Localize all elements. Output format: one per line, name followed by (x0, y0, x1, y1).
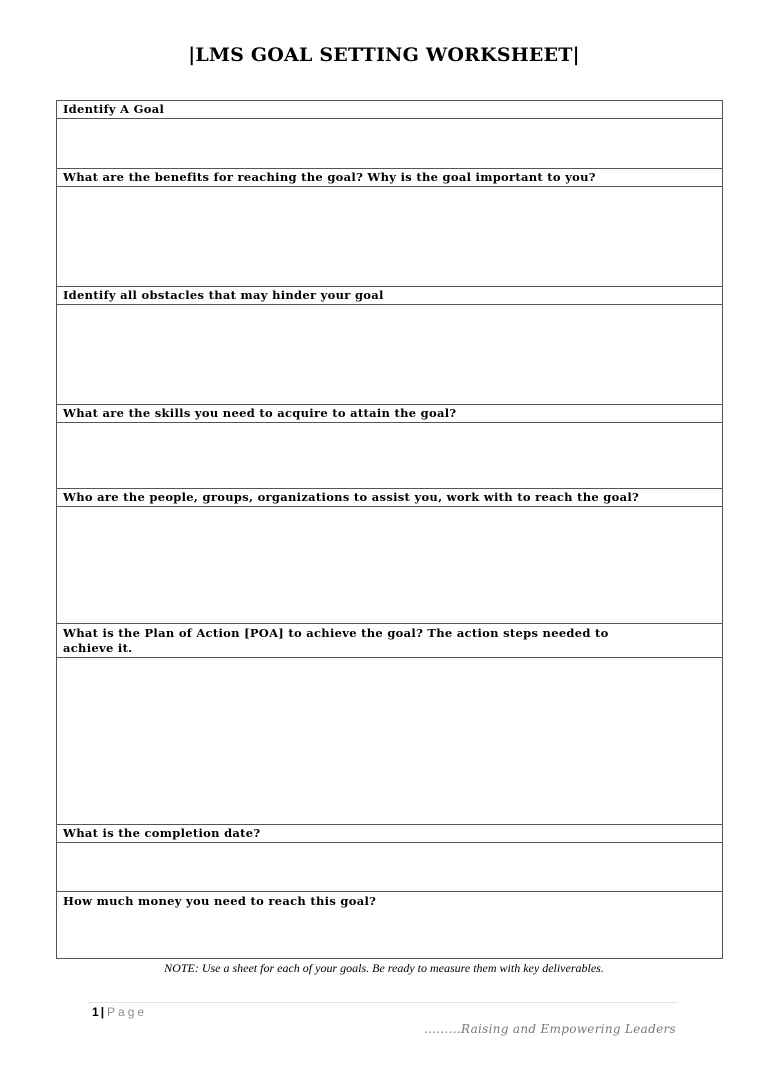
page-word: Page (107, 1005, 148, 1019)
section-label-people: Who are the people, groups, organizations to assist you, work with to reach the goal? (57, 489, 722, 507)
page-separator: | (100, 1005, 105, 1019)
section-label-plan-of-action: What is the Plan of Action [POA] to achieve the goal? The action steps needed to achieve it. (57, 624, 722, 658)
page-number (92, 1005, 147, 1019)
worksheet-table (56, 100, 723, 959)
footer-tagline: ………Raising and Empowering Leaders (424, 1022, 676, 1036)
answer-field-people[interactable] (57, 507, 722, 624)
page-number-value: 1 (92, 1005, 99, 1019)
answer-field-obstacles[interactable] (57, 305, 722, 405)
footer-divider (88, 1002, 678, 1003)
answer-field-completion-date[interactable] (57, 843, 722, 892)
answer-field-skills[interactable] (57, 423, 722, 489)
section-label-skills: What are the skills you need to acquire to attain the goal? (57, 405, 722, 423)
section-label-goal: Identify A Goal (57, 101, 722, 119)
answer-field-goal[interactable] (57, 119, 722, 169)
worksheet-title: |LMS GOAL SETTING WORKSHEET| (188, 44, 580, 66)
section-label-obstacles: Identify all obstacles that may hinder your goal (57, 287, 722, 305)
section-label-benefits: What are the benefits for reaching the goal? Why is the goal important to you? (57, 169, 722, 187)
section-label-money: How much money you need to reach this goal? (63, 894, 377, 908)
answer-field-plan-of-action[interactable] (57, 658, 722, 825)
section-label-completion-date: What is the completion date? (57, 825, 722, 843)
worksheet-note: NOTE: Use a sheet for each of your goals. Be ready to measure them with key deliverables. (164, 961, 604, 975)
answer-field-benefits[interactable] (57, 187, 722, 287)
answer-field-money[interactable] (57, 910, 722, 958)
